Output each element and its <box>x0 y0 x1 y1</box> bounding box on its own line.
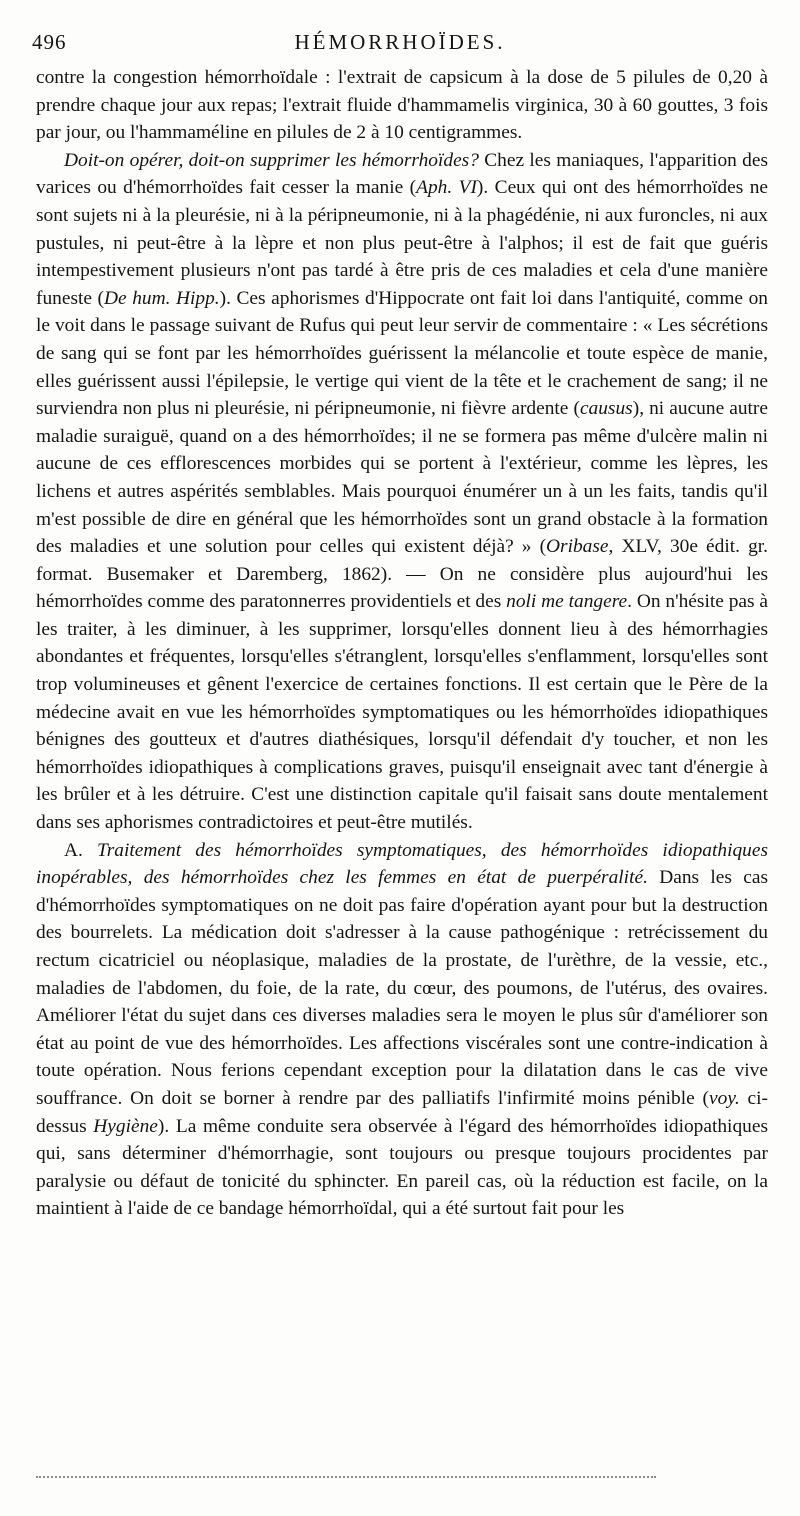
italic-text-run: De hum. Hipp. <box>104 287 220 309</box>
italic-text-run: noli me tangere <box>506 591 628 613</box>
page-header <box>32 30 768 60</box>
text-run: Chez les maniaques, l'apparition des varices ou d'hémorrhoïdes fait cesser la manie ( <box>36 149 768 199</box>
paragraph-remedies <box>36 64 768 147</box>
text-run: contre la congestion hémorrhoïdale : l'extrait de capsicum à la dose de 5 pilules de 0,20 à prendre chaque jour aux repas; l'extrait fluide d'hammamelis virginica, 30 à 60 gouttes, 3 fois par jour, ou l'hammaméline en pilules de 2 à 10 centigrammes. <box>36 67 768 144</box>
italic-text-run: Traitement des hémorrhoïdes symptomatiques, des hémorrhoïdes idiopathiques inopérables, des hémorrhoïdes chez les femmes en état de puerpéralité. <box>36 839 768 889</box>
footer-dotted-rule <box>36 1476 656 1478</box>
running-head: HÉMORRHOÏDES. <box>294 30 506 54</box>
italic-text-run: causus <box>579 398 633 420</box>
paragraph-operate-question <box>36 147 768 837</box>
italic-text-run: Oribase <box>546 536 609 558</box>
text-run: ). La même conduite sera observée à l'égard des hémorrhoïdes idiopathiques qui, sans déterminer d'hémorrhagie, sont toujours ou presque toujours procidentes par paralysie ou défaut de tonicité du sphincter. En pareil cas, où la réduction est facile, on la maintient à l'aide de ce bandage hémorrhoïdal, qui a été surtout fait pour les <box>36 1115 768 1220</box>
italic-text-run: Doit-on opérer, doit-on supprimer les hémorrhoïdes? <box>64 149 479 171</box>
text-run: A. <box>64 839 98 861</box>
text-run: ). Ces aphorismes d'Hippocrate ont fait loi dans l'antiquité, comme on le voit dans le passage suivant de Rufus qui peut leur servir de commentaire : « Les sécrétions de sang qui se font par les hémorrhoïdes guérissent la mélancolie et toute espèce de manie, elles guérissent aussi l'épilepsie, le vertige qui vient de la tête et le crachement de sang; il ne surviendra non plus ni pleurésie, ni péripneumonie, ni fièvre ardente ( <box>36 287 768 420</box>
italic-text-run: Aph. VI <box>416 177 477 199</box>
text-run: . On n'hésite pas à les traiter, à les diminuer, à les supprimer, lorsqu'elles donnent lieu à des hémorrhagies abondantes et fréquentes, lorsqu'elles s'étranglent, lorsqu'elles s'enflamment, lorsqu'elles sont trop volumineuses et gênent l'exercice de certaines fonctions. Il est certain que le Père de la médecine avait en vue les hémorrhoïdes symptomatiques ou les hémorrhoïdes idiopathiques bénignes des goutteux et d'autres diathésiques, lorsqu'il défendait d'y toucher, et non les hémorrhoïdes idiopathiques à complications graves, puisqu'il enseignait avec tant d'énergie à les brûler et à les détruire. C'est une distinction capitale qu'il faisait sans doute mentalement dans ses aphorismes contradictoires et peut-être mutilés. <box>36 591 769 834</box>
page-number: 496 <box>32 30 67 54</box>
paragraph-treatment-a <box>36 837 768 1223</box>
italic-text-run: Hygiène <box>93 1115 158 1137</box>
italic-text-run: voy. <box>709 1087 740 1109</box>
text-run: , XLV, 30e édit. gr. format. Busemaker et Daremberg, 1862). — On ne considère plus aujourd'hui les hémorrhoïdes comme des paratonnerres providentiels et des <box>36 536 768 613</box>
text-run: ci-dessus <box>36 1087 768 1137</box>
text-run: Dans les cas d'hémorrhoïdes symptomatiques on ne doit pas faire d'opération ayant pour but la destruction des bourrelets. La médication doit s'adresser à la cause pathogénique : retrécissement du rectum cicatriciel ou néoplasique, maladies de la prostate, de l'urèthre, de la vessie, etc., maladies de l'abdomen, du foie, de la rate, du cœur, des poumons, de l'utérus, des ovaires. Améliorer l'état du sujet dans ces diverses maladies sera le moyen le plus sûr d'améliorer son état au point de vue des hémorrhoïdes. Les affections viscérales sont une contre-indication à toute opération. Nous ferions cependant exception pour la dilatation dans le cas de vive souffrance. On doit se borner à rendre par des palliatifs l'infirmité moins pénible ( <box>36 867 768 1109</box>
text-run: ), ni aucune autre maladie suraiguë, quand on a des hémorrhoïdes; il ne se formera pas même d'ulcère malin ni aucune de ces efflorescences morbides qui se portent à l'extérieur, comme les lèpres, les lichens et autres aspérités semblables. Mais pourquoi énumérer un à un les faits, tandis qu'il m'est possible de dire en général que les hémorrhoïdes sont un grand obstacle à la formation des maladies et une solution pour celles qui existent déjà? » ( <box>36 398 768 558</box>
text-run: ). Ceux qui ont des hémorrhoïdes ne sont sujets ni à la pleurésie, ni à la péripneumonie, ni à la phagédénie, ni aux furoncles, ni aux pustules, ni peut-être à la lèpre et non plus peut-être à l'alphos; il est de fait que guéris intempestivement plusieurs n'ont pas tardé à être pris de ces maladies et cela d'une manière funeste ( <box>36 177 768 309</box>
body-text <box>36 64 768 1223</box>
